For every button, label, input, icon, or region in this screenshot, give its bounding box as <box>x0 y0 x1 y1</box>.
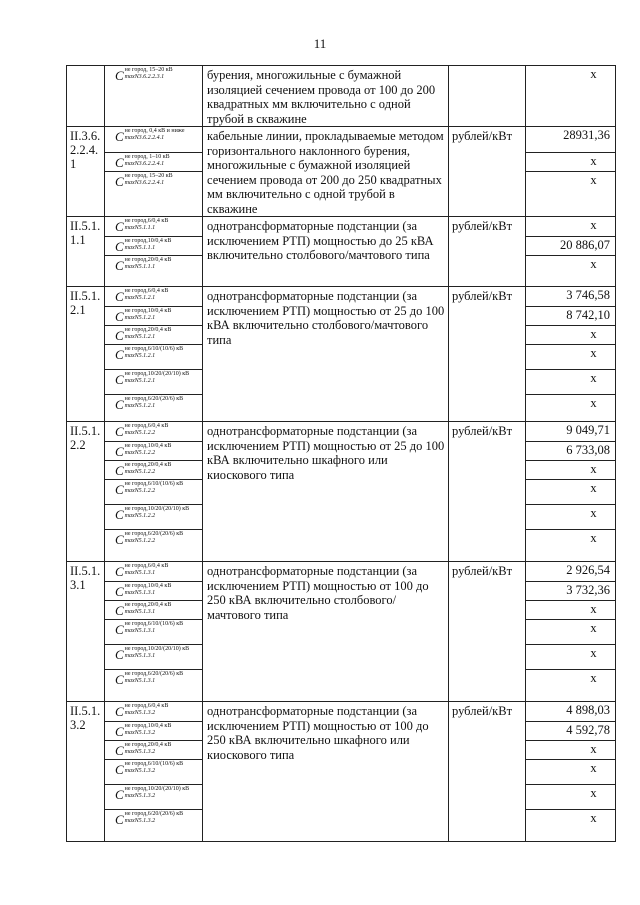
coefficient-cell <box>105 66 203 127</box>
coefficient-letter: C <box>115 155 124 170</box>
unit-of-measure: рублей/кВт <box>449 422 526 562</box>
table-row <box>67 422 616 562</box>
tariff-value: x <box>526 600 615 619</box>
coefficient-symbol <box>105 702 202 721</box>
coefficient-subscript: maxN5.1.2.2 <box>124 450 156 456</box>
coefficient-subscript: maxN5.1.2.1 <box>124 315 156 321</box>
coefficient-letter: C <box>115 309 124 324</box>
item-description: однотрансформаторные подстанции (за исключением РТП) мощностью от 100 до 250 кВА включительно шкафного или киоскового типа <box>203 702 449 842</box>
item-code <box>67 66 105 127</box>
coefficient-subscript: maxN5.1.2.2 <box>124 513 156 519</box>
coefficient-symbol <box>105 422 202 441</box>
item-description: кабельные линии, прокладываемые методом горизонтального наклонного бурения, многожильные с бумажной изоляцией сечением провода от 200 до 250 квадратных мм включительно с одной трубой в скважине <box>203 127 449 217</box>
coefficient-symbol <box>105 529 202 554</box>
coefficient-subscript: maxN5.1.2.1 <box>124 334 156 340</box>
coefficient-superscript: не город,6/20/(20/6) кВ <box>124 811 184 817</box>
item-code: II.5.1.2.1 <box>67 287 105 422</box>
coefficient-symbol <box>105 479 202 504</box>
coefficient-letter: C <box>115 584 124 599</box>
coefficient-subscript: maxN5.1.3.2 <box>124 768 156 774</box>
coefficient-superscript: не город,20/0,4 кВ <box>124 602 172 608</box>
tariff-value: x <box>590 218 597 232</box>
coefficient-subscript: maxN5.1.2.1 <box>124 295 156 301</box>
tariff-value: x <box>526 152 615 171</box>
coefficient-subscript: maxN5.1.3.1 <box>124 570 156 576</box>
unit-of-measure <box>449 66 526 127</box>
coefficient-symbol <box>105 562 202 581</box>
coefficient-superscript: не город, 15–20 кВ <box>124 173 173 179</box>
coefficient-superscript: не город,6/10/(10/6) кВ <box>124 481 184 487</box>
unit-of-measure: рублей/кВт <box>449 127 526 217</box>
coefficient-letter: C <box>115 762 124 777</box>
tariff-value: 9 049,71 <box>566 423 610 437</box>
value-cell <box>526 127 616 217</box>
coefficient-superscript: не город,10/20/(20/10) кВ <box>124 786 190 792</box>
coefficient-letter: C <box>115 347 124 362</box>
coefficient-letter: C <box>115 672 124 687</box>
tariff-value: 8 742,10 <box>526 306 615 325</box>
coefficient-letter: C <box>115 444 124 459</box>
coefficient-superscript: не город,10/0,4 кВ <box>124 443 172 449</box>
coefficient-cell <box>105 422 203 562</box>
coefficient-superscript: не город,10/0,4 кВ <box>124 723 172 729</box>
tariff-value: x <box>526 529 615 554</box>
coefficient-cell <box>105 127 203 217</box>
coefficient-superscript: не город,10/0,4 кВ <box>124 238 172 244</box>
table-row <box>67 217 616 287</box>
value-cell <box>526 702 616 842</box>
coefficient-subscript: maxN5.1.3.1 <box>124 653 156 659</box>
tariff-value: x <box>526 369 615 394</box>
coefficient-superscript: не город,6/0,4 кВ <box>124 703 169 709</box>
coefficient-symbol <box>105 581 202 600</box>
coefficient-symbol <box>105 504 202 529</box>
tariff-value: x <box>526 619 615 644</box>
coefficient-letter: C <box>115 424 124 439</box>
table-row <box>67 287 616 422</box>
coefficient-superscript: не город, 1–10 кВ <box>124 154 170 160</box>
coefficient-subscript: maxN5.1.1.1 <box>124 245 156 251</box>
coefficient-subscript: maxN5.1.1.1 <box>124 264 156 270</box>
coefficient-cell <box>105 217 203 287</box>
item-code: II.5.1.3.2 <box>67 702 105 842</box>
tariff-value: 3 746,58 <box>566 288 610 302</box>
coefficient-subscript: maxN5.1.3.1 <box>124 590 156 596</box>
coefficient-letter: C <box>115 564 124 579</box>
coefficient-letter: C <box>115 787 124 802</box>
coefficient-symbol <box>105 619 202 644</box>
coefficient-subscript: maxN5.1.3.1 <box>124 609 156 615</box>
coefficient-symbol <box>105 600 202 619</box>
coefficient-superscript: не город,6/10/(10/6) кВ <box>124 346 184 352</box>
coefficient-letter: C <box>115 724 124 739</box>
coefficient-subscript: maxN3.6.2.2.4.1 <box>124 135 165 141</box>
coefficient-superscript: не город,6/10/(10/6) кВ <box>124 621 184 627</box>
item-description: однотрансформаторные подстанции (за исключением РТП) мощностью до 25 кВА включительно столбового/мачтового типа <box>203 217 449 287</box>
coefficient-subscript: maxN5.1.3.2 <box>124 710 156 716</box>
coefficient-symbol <box>105 127 202 152</box>
tariff-value: x <box>526 394 615 419</box>
coefficient-superscript: не город,20/0,4 кВ <box>124 462 172 468</box>
coefficient-subscript: maxN5.1.2.1 <box>124 403 156 409</box>
coefficient-symbol <box>105 809 202 834</box>
coefficient-superscript: не город,10/20/(20/10) кВ <box>124 646 190 652</box>
tariff-value: x <box>526 740 615 759</box>
coefficient-superscript: не город, 0,4 кВ и ниже <box>124 128 185 134</box>
coefficient-letter: C <box>115 219 124 234</box>
coefficient-superscript: не город,10/0,4 кВ <box>124 308 172 314</box>
coefficient-symbol <box>105 460 202 479</box>
unit-of-measure: рублей/кВт <box>449 562 526 702</box>
coefficient-letter: C <box>115 532 124 547</box>
coefficient-letter: C <box>115 258 124 273</box>
coefficient-subscript: maxN3.6.2.2.4.1 <box>124 161 165 167</box>
item-code: II.5.1.1.1 <box>67 217 105 287</box>
coefficient-subscript: maxN5.1.2.2 <box>124 488 156 494</box>
coefficient-superscript: не город,20/0,4 кВ <box>124 327 172 333</box>
item-code: II.3.6.2.2.4.1 <box>67 127 105 217</box>
table-row <box>67 562 616 702</box>
coefficient-letter: C <box>115 68 124 83</box>
value-cell <box>526 287 616 422</box>
tariff-value: x <box>526 644 615 669</box>
coefficient-letter: C <box>115 289 124 304</box>
coefficient-symbol <box>105 66 202 85</box>
value-cell <box>526 422 616 562</box>
coefficient-cell <box>105 562 203 702</box>
coefficient-letter: C <box>115 743 124 758</box>
tariff-value: x <box>526 171 615 190</box>
coefficient-letter: C <box>115 463 124 478</box>
coefficient-symbol <box>105 255 202 274</box>
tariff-value: 20 886,07 <box>526 236 615 255</box>
value-cell <box>526 562 616 702</box>
unit-of-measure: рублей/кВт <box>449 217 526 287</box>
tariff-value: x <box>526 809 615 834</box>
coefficient-subscript: maxN5.1.2.2 <box>124 538 156 544</box>
table-row <box>67 66 616 127</box>
tariff-value: x <box>590 67 597 81</box>
coefficient-symbol <box>105 152 202 171</box>
coefficient-symbol <box>105 325 202 344</box>
coefficient-subscript: maxN5.1.2.2 <box>124 430 156 436</box>
item-description: бурения, многожильные с бумажной изоляцией сечением провода от 100 до 200 квадратных мм включительно с одной трубой в скважине <box>203 66 449 127</box>
coefficient-superscript: не город,6/20/(20/6) кВ <box>124 396 184 402</box>
coefficient-letter: C <box>115 174 124 189</box>
tariff-value: 28931,36 <box>563 128 610 142</box>
coefficient-superscript: не город,6/10/(10/6) кВ <box>124 761 184 767</box>
coefficient-symbol <box>105 306 202 325</box>
coefficient-subscript: maxN5.1.2.1 <box>124 353 156 359</box>
coefficient-symbol <box>105 644 202 669</box>
table-row <box>67 127 616 217</box>
coefficient-subscript: maxN5.1.3.2 <box>124 793 156 799</box>
coefficient-symbol <box>105 344 202 369</box>
coefficient-superscript: не город,20/0,4 кВ <box>124 742 172 748</box>
coefficient-letter: C <box>115 647 124 662</box>
tariff-value: x <box>526 255 615 274</box>
coefficient-letter: C <box>115 328 124 343</box>
coefficient-symbol <box>105 669 202 694</box>
coefficient-superscript: не город,6/0,4 кВ <box>124 288 169 294</box>
coefficient-symbol <box>105 441 202 460</box>
coefficient-letter: C <box>115 129 124 144</box>
coefficient-symbol <box>105 740 202 759</box>
coefficient-letter: C <box>115 507 124 522</box>
coefficient-superscript: не город,6/0,4 кВ <box>124 218 169 224</box>
coefficient-subscript: maxN5.1.3.1 <box>124 678 156 684</box>
coefficient-superscript: не город, 15–20 кВ <box>124 67 173 73</box>
tariff-value: x <box>526 759 615 784</box>
tariff-table <box>66 65 616 842</box>
coefficient-symbol <box>105 759 202 784</box>
coefficient-letter: C <box>115 482 124 497</box>
tariff-value: 6 733,08 <box>526 441 615 460</box>
coefficient-superscript: не город,6/20/(20/6) кВ <box>124 531 184 537</box>
item-code: II.5.1.2.2 <box>67 422 105 562</box>
tariff-value: 4 592,78 <box>526 721 615 740</box>
item-code: II.5.1.3.1 <box>67 562 105 702</box>
coefficient-symbol <box>105 217 202 236</box>
tariff-value: x <box>526 504 615 529</box>
coefficient-symbol <box>105 369 202 394</box>
coefficient-letter: C <box>115 397 124 412</box>
unit-of-measure: рублей/кВт <box>449 287 526 422</box>
coefficient-letter: C <box>115 704 124 719</box>
coefficient-letter: C <box>115 812 124 827</box>
coefficient-subscript: maxN5.1.2.2 <box>124 469 156 475</box>
coefficient-symbol <box>105 287 202 306</box>
coefficient-subscript: maxN3.6.2.2.4.1 <box>124 180 165 186</box>
coefficient-subscript: maxN5.1.2.1 <box>124 378 156 384</box>
coefficient-subscript: maxN5.1.3.2 <box>124 749 156 755</box>
table-row <box>67 702 616 842</box>
coefficient-cell <box>105 287 203 422</box>
coefficient-subscript: maxN5.1.3.2 <box>124 730 156 736</box>
coefficient-letter: C <box>115 372 124 387</box>
tariff-value: 4 898,03 <box>566 703 610 717</box>
tariff-value: x <box>526 669 615 694</box>
tariff-value: 2 926,54 <box>566 563 610 577</box>
tariff-value: x <box>526 344 615 369</box>
tariff-value: x <box>526 479 615 504</box>
coefficient-subscript: maxN5.1.3.2 <box>124 818 156 824</box>
value-cell <box>526 217 616 287</box>
coefficient-superscript: не город,6/0,4 кВ <box>124 423 169 429</box>
coefficient-superscript: не город,10/20/(20/10) кВ <box>124 371 190 377</box>
coefficient-superscript: не город,10/0,4 кВ <box>124 583 172 589</box>
item-description: однотрансформаторные подстанции (за исключением РТП) мощностью от 100 до 250 кВА включительно столбового/мачтового типа <box>203 562 449 702</box>
page-number: 11 <box>313 36 327 51</box>
coefficient-symbol <box>105 394 202 419</box>
coefficient-letter: C <box>115 239 124 254</box>
coefficient-subscript: maxN3.6.2.2.3.1 <box>124 74 165 80</box>
coefficient-superscript: не город,6/20/(20/6) кВ <box>124 671 184 677</box>
coefficient-superscript: не город,10/20/(20/10) кВ <box>124 506 190 512</box>
coefficient-symbol <box>105 784 202 809</box>
item-description: однотрансформаторные подстанции (за исключением РТП) мощностью от 25 до 100 кВА включительно столбового/мачтового типа <box>203 287 449 422</box>
tariff-value: x <box>526 325 615 344</box>
tariff-value: x <box>526 784 615 809</box>
coefficient-letter: C <box>115 622 124 637</box>
item-description: однотрансформаторные подстанции (за исключением РТП) мощностью от 25 до 100 кВА включительно шкафного или киоскового типа <box>203 422 449 562</box>
coefficient-letter: C <box>115 603 124 618</box>
coefficient-superscript: не город,20/0,4 кВ <box>124 257 172 263</box>
coefficient-cell <box>105 702 203 842</box>
tariff-value: x <box>526 460 615 479</box>
coefficient-subscript: maxN5.1.1.1 <box>124 225 156 231</box>
coefficient-superscript: не город,6/0,4 кВ <box>124 563 169 569</box>
tariff-value: 3 732,36 <box>526 581 615 600</box>
value-cell <box>526 66 616 127</box>
coefficient-symbol <box>105 721 202 740</box>
unit-of-measure: рублей/кВт <box>449 702 526 842</box>
coefficient-symbol <box>105 236 202 255</box>
coefficient-subscript: maxN5.1.3.1 <box>124 628 156 634</box>
coefficient-symbol <box>105 171 202 190</box>
